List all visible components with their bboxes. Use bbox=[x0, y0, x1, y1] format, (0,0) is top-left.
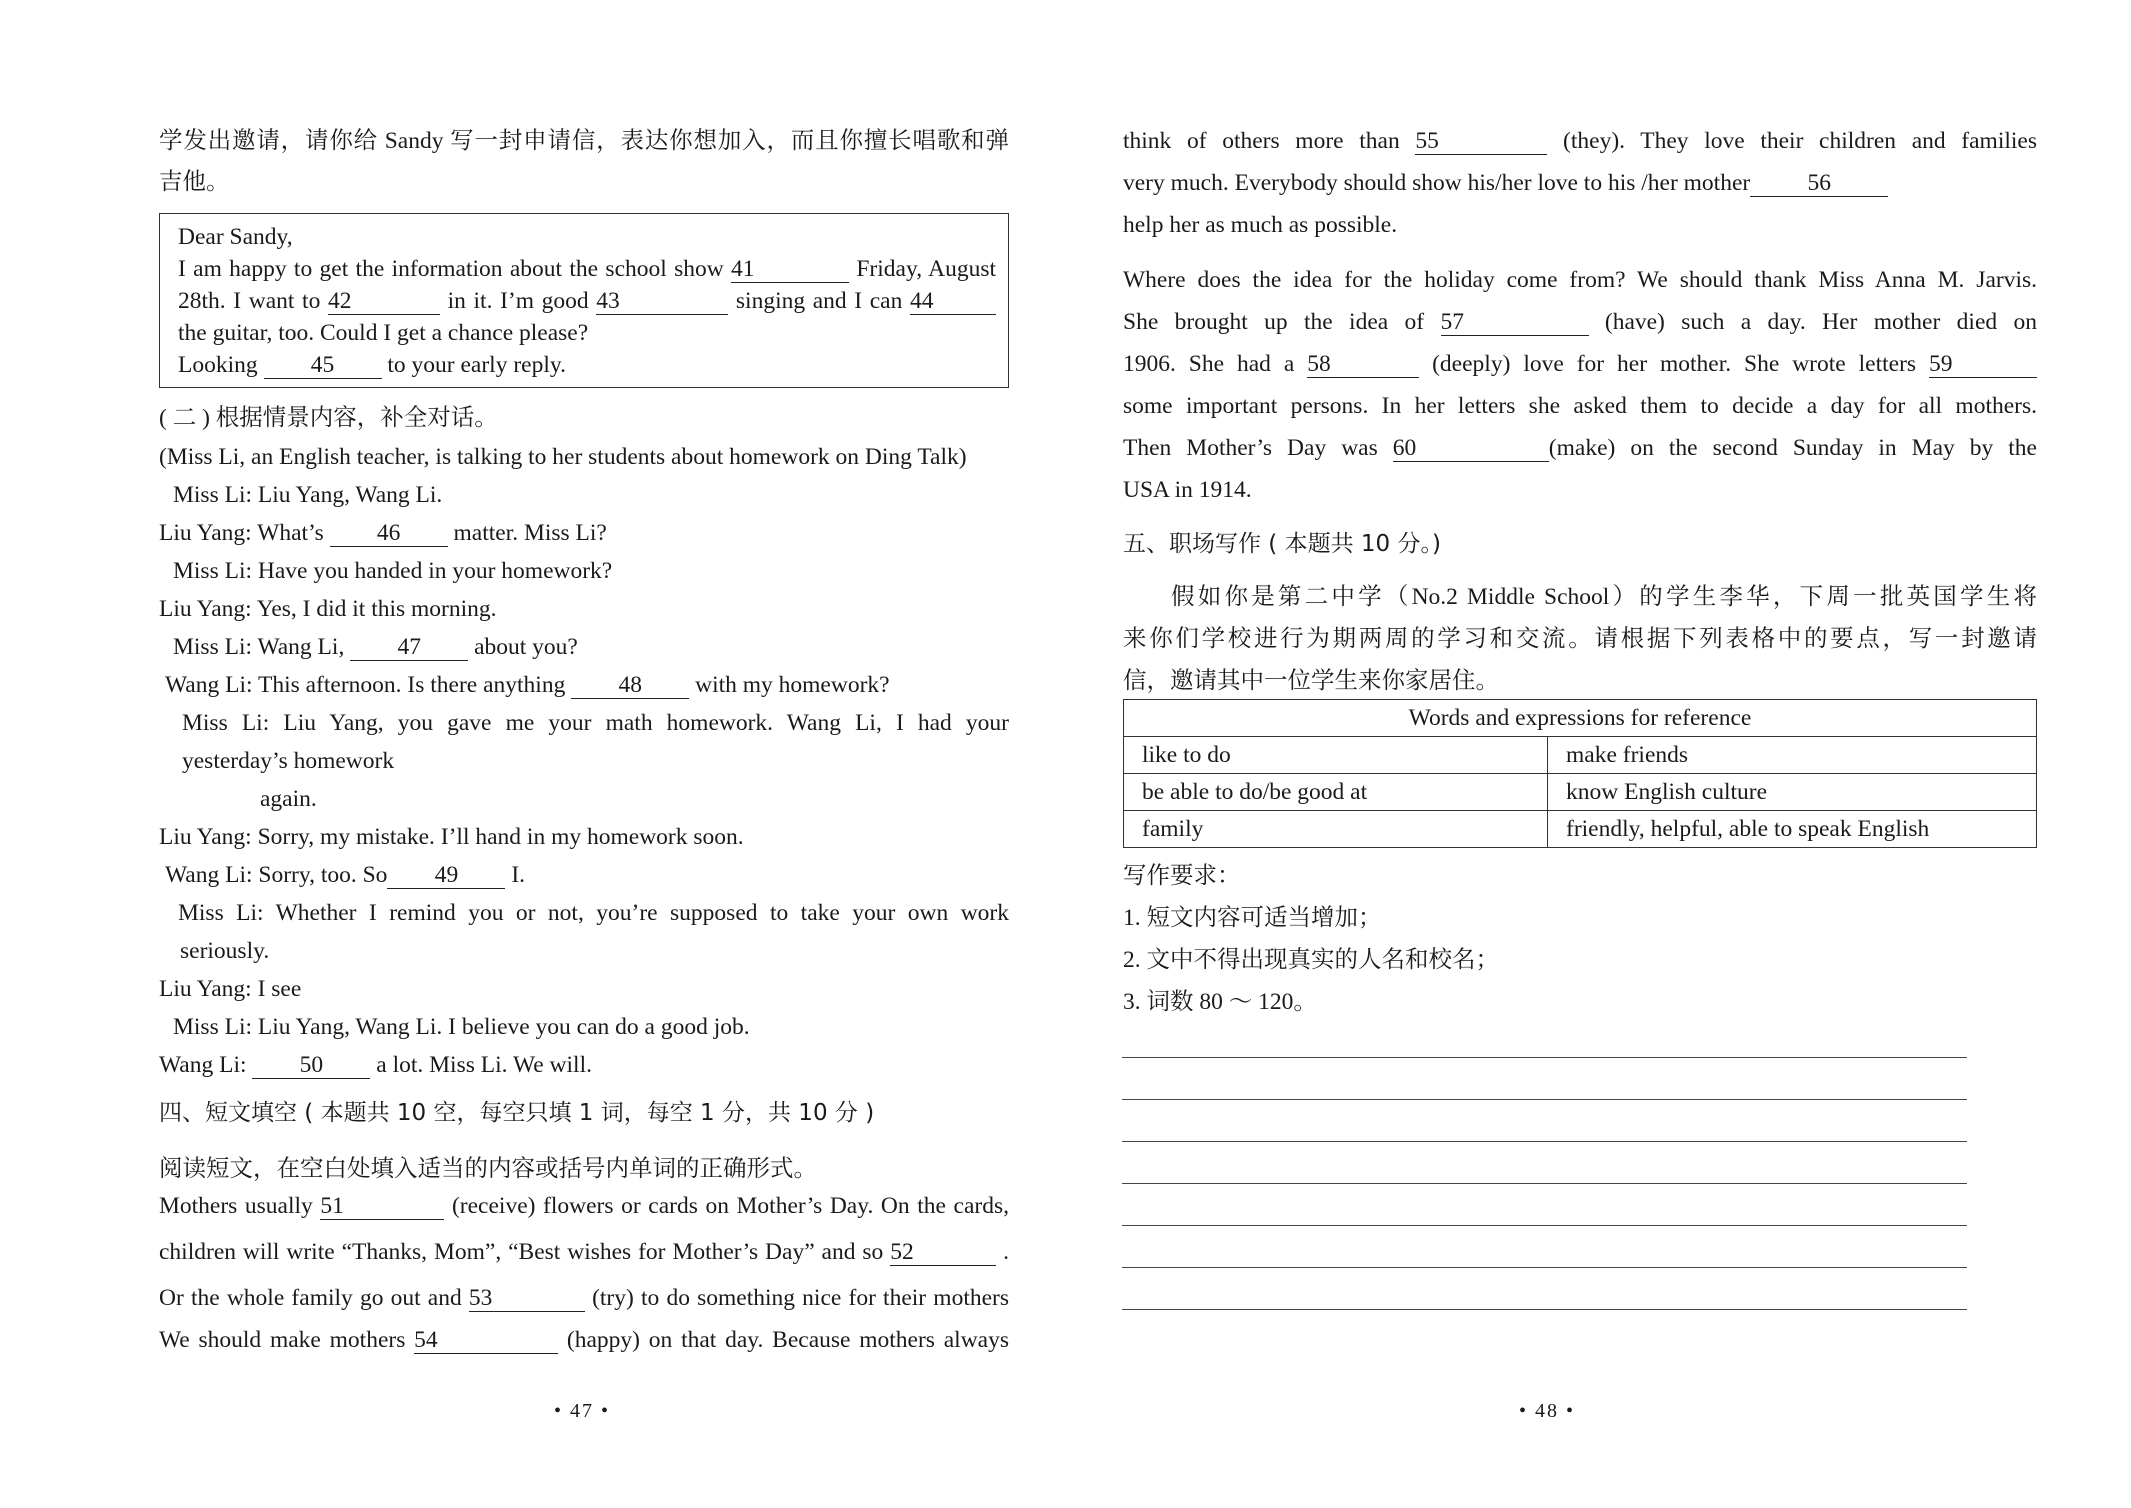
section-2-title: ( 二 ) 根据情景内容，补全对话。 bbox=[159, 405, 498, 431]
writing-line[interactable] bbox=[1122, 1057, 1967, 1058]
writing-line[interactable] bbox=[1122, 1099, 1967, 1100]
dialog-line-11: Liu Yang: I see bbox=[159, 976, 302, 1002]
passage-line-r4: Where does the idea for the holiday come from? We should thank Miss Anna M. Jarvis. bbox=[1123, 267, 2037, 293]
dialog-line-9: Wang Li: Sorry, too. So 49 I. bbox=[165, 862, 526, 888]
table-cell: know English culture bbox=[1548, 774, 2037, 811]
dialog-line-10-cont: seriously. bbox=[180, 938, 270, 964]
blank-57[interactable]: 57 bbox=[1441, 309, 1589, 336]
dialog-line-3: Miss Li: Have you handed in your homework? bbox=[173, 558, 613, 584]
blank-47[interactable]: 47 bbox=[350, 634, 468, 661]
blank-56[interactable]: 56 bbox=[1750, 170, 1888, 197]
task-line-3: 信，邀请其中一位学生来你家居住。 bbox=[1123, 668, 1499, 694]
blank-43[interactable]: 43 bbox=[596, 288, 728, 315]
dialog-line-7-end: again. bbox=[260, 786, 317, 812]
passage-line-3: Or the whole family go out and 53 (try) to do something nice for their mothers bbox=[159, 1285, 1009, 1311]
passage-line-4: We should make mothers 54 (happy) on that day. Because mothers always bbox=[159, 1327, 1009, 1353]
reference-table bbox=[1123, 699, 2037, 848]
passage-line-r5: She brought up the idea of 57 (have) such a day. Her mother died on bbox=[1123, 309, 2037, 335]
writing-line[interactable] bbox=[1122, 1141, 1967, 1142]
letter-line-2: 28th. I want to 42 in it. I’m good 43 singing and I can 44 bbox=[178, 286, 996, 316]
passage-line-r1: think of others more than 55 (they). They love their children and families bbox=[1123, 128, 2037, 154]
dialog-line-10: Miss Li: Whether I remind you or not, you’re supposed to take your own work bbox=[178, 900, 1009, 926]
letter-line-4: Looking 45 to your early reply. bbox=[178, 352, 566, 378]
blank-48[interactable]: 48 bbox=[571, 672, 689, 699]
passage-line-2: children will write “Thanks, Mom”, “Best wishes for Mother’s Day” and so 52 . bbox=[159, 1239, 1009, 1265]
dialog-line-13: Wang Li: 50 a lot. Miss Li. We will. bbox=[159, 1052, 592, 1078]
writing-line[interactable] bbox=[1122, 1225, 1967, 1226]
table-cell: be able to do/be good at bbox=[1124, 774, 1548, 811]
blank-50[interactable]: 50 bbox=[252, 1052, 370, 1079]
blank-45[interactable]: 45 bbox=[264, 352, 382, 379]
reference-table-header: Words and expressions for reference bbox=[1124, 700, 2037, 737]
blank-41[interactable]: 41 bbox=[731, 256, 849, 283]
blank-59[interactable]: 59 bbox=[1929, 351, 2037, 378]
requirements-title: 写作要求： bbox=[1123, 863, 1241, 889]
blank-46[interactable]: 46 bbox=[330, 520, 448, 547]
dialog-line-4: Liu Yang: Yes, I did it this morning. bbox=[159, 596, 497, 622]
passage-line-r7: some important persons. In her letters she asked them to decide a day for all mothers. bbox=[1123, 393, 2037, 419]
table-cell: family bbox=[1124, 811, 1548, 848]
requirement-3: 3. 词数 80 ～ 120。 bbox=[1123, 989, 1317, 1015]
dialog-line-8: Liu Yang: Sorry, my mistake. I’ll hand in my homework soon. bbox=[159, 824, 744, 850]
dialog-line-2: Liu Yang: What’s 46 matter. Miss Li? bbox=[159, 520, 607, 546]
table-cell: friendly, helpful, able to speak English bbox=[1548, 811, 2037, 848]
section-4-instruction: 阅读短文，在空白处填入适当的内容或括号内单词的正确形式。 bbox=[159, 1156, 817, 1182]
letter-box bbox=[159, 213, 1009, 388]
requirement-1: 1. 短文内容可适当增加； bbox=[1123, 905, 1382, 931]
blank-44[interactable]: 44 bbox=[910, 288, 996, 315]
letter-line-3: the guitar, too. Could I get a chance please? bbox=[178, 320, 589, 346]
dialog-line-12: Miss Li: Liu Yang, Wang Li. I believe you can do a good job. bbox=[173, 1014, 750, 1040]
blank-58[interactable]: 58 bbox=[1307, 351, 1419, 378]
writing-line[interactable] bbox=[1122, 1309, 1967, 1310]
page-number: • 48 • bbox=[1519, 1400, 1576, 1422]
blank-49[interactable]: 49 bbox=[387, 862, 505, 889]
dialog-line-1: Miss Li: Liu Yang, Wang Li. bbox=[173, 482, 443, 508]
section-5-title: 五、职场写作 ( 本题共 10 分。) bbox=[1123, 531, 1441, 557]
intro-line-2: 吉他。 bbox=[159, 169, 230, 195]
page-number: • 47 • bbox=[554, 1400, 611, 1422]
dialog-line-7-cont: yesterday’s homework bbox=[182, 748, 395, 774]
dialog-context: (Miss Li, an English teacher, is talking to her students about homework on Ding Talk) bbox=[159, 444, 967, 470]
passage-line-r8: Then Mother’s Day was 60 (make) on the second Sunday in May by the bbox=[1123, 435, 2037, 461]
passage-line-r9: USA in 1914. bbox=[1123, 477, 1252, 503]
dialog-line-6: Wang Li: This afternoon. Is there anything 48 with my homework? bbox=[165, 672, 890, 698]
section-4-title: 四、短文填空 ( 本题共 10 空，每空只填 1 词，每空 1 分，共 10 分 ) bbox=[159, 1100, 875, 1126]
page-48 bbox=[1065, 0, 2130, 1508]
blank-52[interactable]: 52 bbox=[890, 1239, 996, 1266]
passage-line-r6: 1906. She had a 58 (deeply) love for her mother. She wrote letters 59 bbox=[1123, 349, 2037, 379]
passage-line-1: Mothers usually 51 (receive) flowers or cards on Mother’s Day. On the cards, bbox=[159, 1193, 1009, 1219]
passage-line-r2: very much. Everybody should show his/her love to his /her mother 56 bbox=[1123, 168, 1888, 198]
letter-line-1: I am happy to get the information about the school show 41 Friday, August bbox=[178, 256, 996, 282]
letter-greeting: Dear Sandy, bbox=[178, 224, 293, 250]
table-cell: like to do bbox=[1124, 737, 1548, 774]
writing-line[interactable] bbox=[1122, 1267, 1967, 1268]
passage-line-r3: help her as much as possible. bbox=[1123, 212, 1398, 238]
blank-42[interactable]: 42 bbox=[328, 288, 440, 315]
dialog-line-7: Miss Li: Liu Yang, you gave me your math homework. Wang Li, I had your bbox=[182, 710, 1009, 736]
requirement-2: 2. 文中不得出现真实的人名和校名； bbox=[1123, 947, 1499, 973]
blank-54[interactable]: 54 bbox=[414, 1327, 558, 1354]
writing-line[interactable] bbox=[1122, 1183, 1967, 1184]
blank-55[interactable]: 55 bbox=[1415, 128, 1547, 155]
task-line-1: 假如你是第二中学（No.2 Middle School）的学生李华，下周一批英国学生将 bbox=[1171, 584, 2037, 610]
blank-60[interactable]: 60 bbox=[1393, 435, 1549, 462]
page-47 bbox=[0, 0, 1065, 1508]
blank-51[interactable]: 51 bbox=[320, 1193, 444, 1220]
dialog-line-5: Miss Li: Wang Li, 47 about you? bbox=[173, 634, 578, 660]
task-line-2: 来你们学校进行为期两周的学习和交流。请根据下列表格中的要点，写一封邀请 bbox=[1123, 626, 2037, 652]
table-cell: make friends bbox=[1548, 737, 2037, 774]
blank-53[interactable]: 53 bbox=[469, 1285, 585, 1312]
intro-line-1: 学发出邀请，请你给 Sandy 写一封申请信，表达你想加入，而且你擅长唱歌和弹 bbox=[159, 128, 1009, 154]
